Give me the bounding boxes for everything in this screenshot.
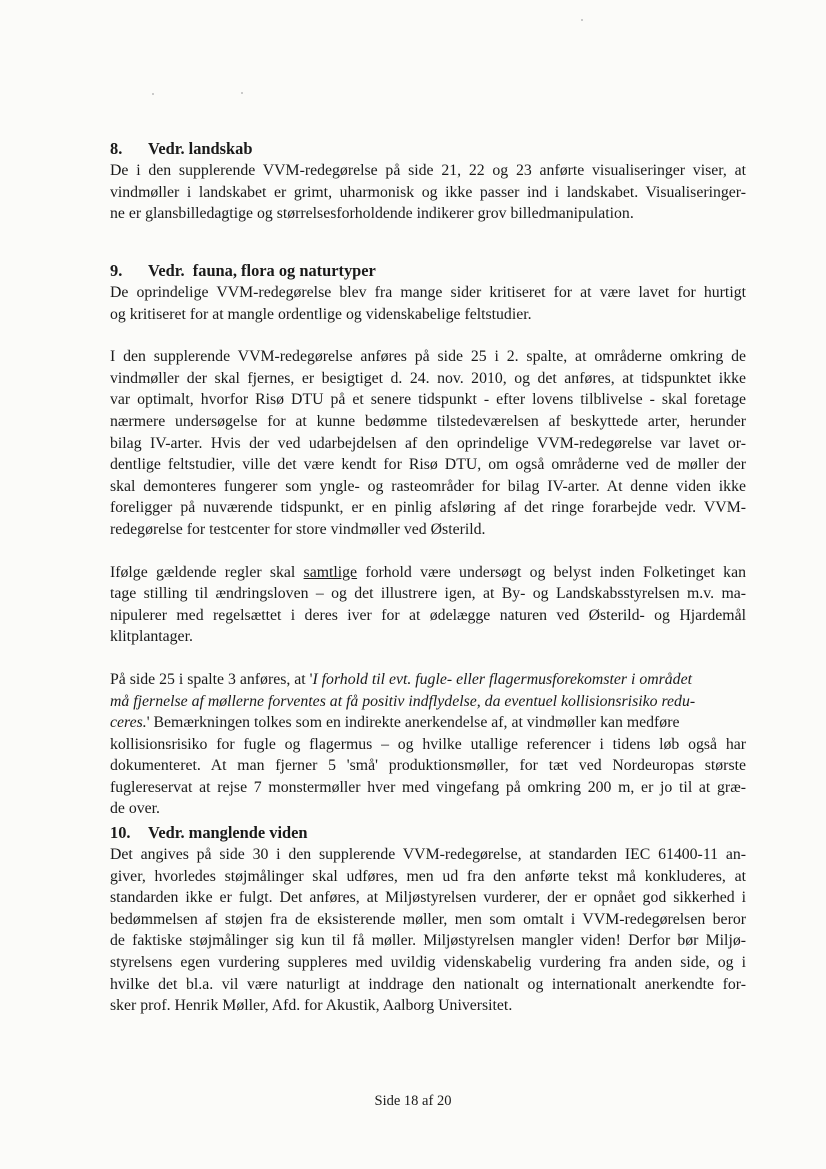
scan-speck	[241, 92, 243, 94]
paragraph	[110, 844, 746, 1017]
text-line: foreligger på nuværende tidspunkt, er en pinlig afsløring af det ringe forarbejde vedr. VVM-	[110, 499, 746, 517]
text-line: skal demonteres fungerer som yngle- og rasteområder for bilag IV-arter. At denne viden ikke	[110, 477, 746, 495]
scan-speck	[152, 93, 154, 95]
quoted-text: I forhold til evt. fugle- eller flagermusforekomster i området	[312, 670, 692, 688]
section-title: Vedr. manglende viden	[148, 823, 308, 842]
text-line: bedømmelsen af støjen fra de eksisterende møller, men som omtalt i VVM-redegørelsen beror	[110, 910, 746, 928]
section-fauna-flora	[110, 260, 746, 820]
text-line: vindmøller i landskabet er grimt, uharmonisk og ikke passer ind i landskabet. Visualiseringer-	[110, 183, 746, 201]
text-line: sker prof. Henrik Møller, Afd. for Akustik, Aalborg Universitet.	[110, 997, 513, 1015]
text-line: dentlige feltstudier, ville det være kendt for Risø DTU, om også områderne ved de møller der	[110, 456, 746, 474]
scan-speck	[581, 19, 583, 21]
text-line: tage stilling til ændringsloven – og det illustrere igen, at By- og Landskabsstyrelsen m.v. ma-	[110, 585, 746, 603]
section-title: Vedr. fauna, flora og naturtyper	[148, 261, 376, 280]
paragraph	[110, 282, 746, 325]
section-heading	[110, 260, 746, 282]
paragraph	[110, 160, 746, 225]
text-line	[110, 669, 746, 691]
section-heading	[110, 138, 746, 160]
paragraph	[110, 562, 746, 648]
text-line: nærmere undersøgelse for at kunne bedømme tilstedeværelsen af beskyttede arter, herunder	[110, 412, 746, 430]
text-line: hvilke det bl.a. vil være naturligt at inddrage den nationalt og internationalt anerkendte for-	[110, 975, 746, 993]
text-line: De i den supplerende VVM-redegørelse på side 21, 22 og 23 anførte visualiseringer viser, at	[110, 162, 746, 179]
text-run: ' Bemærkningen tolkes som en indirekte anerkendelse af, at vindmøller kan medføre	[146, 714, 680, 732]
section-number: 8.	[110, 139, 123, 158]
text-line	[110, 562, 746, 584]
text-run: forhold være undersøgt og belyst inden Folketinget kan	[357, 563, 746, 581]
text-line: Det angives på side 30 i den supplerende VVM-redegørelse, at standarden IEC 61400-11 an-	[110, 846, 746, 863]
text-line: styrelsens egen vurdering suppleres med uvildig videnskabelig vurdering fra anden side, og i	[110, 953, 746, 971]
page-number-footer: Side 18 af 20	[374, 1093, 452, 1109]
text-line: I den supplerende VVM-redegørelse anføres på side 25 i 2. spalte, at områderne omkring de	[110, 348, 746, 366]
text-line	[110, 691, 746, 713]
section-number: 9.	[110, 261, 123, 280]
section-heading	[110, 822, 746, 844]
text-line	[110, 712, 746, 734]
text-line: og kritiseret for at mangle ordentlige og videnskabelige feltstudier.	[110, 305, 532, 323]
section-title: Vedr. landskab	[148, 139, 253, 158]
text-line: giver, hvorledes støjmålinger skal udføres, men ud fra den anførte tekst må konkluderes, at	[110, 867, 746, 885]
section-number: 10.	[110, 823, 131, 842]
text-line: fuglereservat at rejse 7 monstermøller hver med vingefang på omkring 200 m, er jo til at græ-	[110, 778, 746, 796]
section-landskab	[110, 138, 746, 225]
paragraph	[110, 346, 746, 540]
text-run: På side 25 i spalte 3 anføres, at '	[110, 670, 313, 688]
text-line: de over.	[110, 800, 161, 818]
text-line: ne er glansbilledagtige og størrelsesforholdende indikerer grov billedmanipulation.	[110, 205, 634, 223]
text-line: redegørelse for testcenter for store vindmøller ved Østerild.	[110, 520, 486, 538]
quoted-text: må fjernelse af møllerne forventes at få positiv indflydelse, da eventuel kollisionsrisiko redu-	[110, 692, 696, 710]
text-line: kollisionsrisiko for fugle og flagermus – og hvilke utallige referencer i tidens løb også har	[110, 735, 746, 753]
paragraph	[110, 669, 746, 820]
text-line: De oprindelige VVM-redegørelse blev fra mange sider kritiseret for at være lavet for hurtigt	[110, 284, 746, 301]
text-line: klitplantager.	[110, 628, 193, 646]
underlined-word: samtlige	[303, 563, 358, 581]
text-line: de faktiske støjmålinger sig kun til få møller. Miljøstyrelsen mangler viden! Derfor bør Miljø-	[110, 932, 746, 950]
text-line: vindmøller der skal fjernes, er besigtiget d. 24. nov. 2010, og det anføres, at tidspunktet ikke	[110, 369, 746, 387]
text-run: Ifølge gældende regler skal	[110, 563, 304, 581]
text-line: bilag IV-arter. Hvis der ved udarbejdelsen af den oprindelige VVM-redegørelse var lavet or-	[110, 434, 746, 452]
text-line: var optimalt, hvorfor Risø DTU på et senere tidspunkt - efter lovens tilblivelse - skal foretage	[110, 391, 746, 409]
quoted-text: ceres.	[110, 714, 147, 732]
text-line: dokumenteret. At man fjerner 5 'små' produktionsmøller, for tæt ved Nordeuropas største	[110, 757, 746, 775]
section-manglende-viden	[110, 822, 746, 1017]
text-line: standarden ikke er fulgt. Det anføres, at Miljøstyrelsen vurderer, der er opnået god sikkerhed i	[110, 889, 746, 907]
text-line: nipulerer med regelsættet i deres iver for at ødelægge naturen ved Østerild- og Hjardemål	[110, 606, 746, 624]
